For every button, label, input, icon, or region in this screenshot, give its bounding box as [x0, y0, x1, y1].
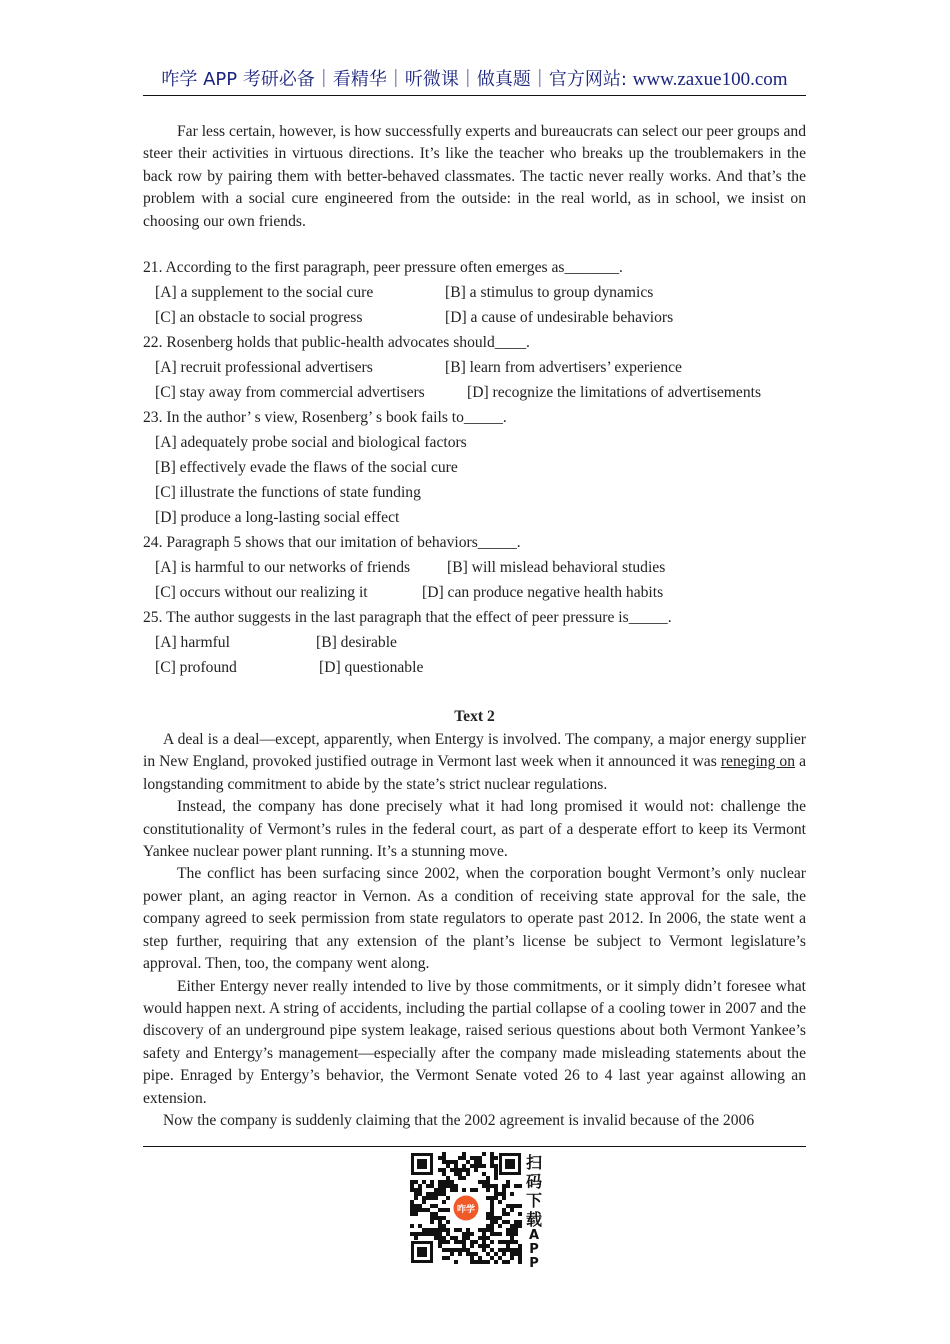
option-b: [B] learn from advertisers’ experience — [445, 359, 682, 377]
qr-logo: 咋学 — [456, 1205, 476, 1215]
page-header — [143, 66, 806, 94]
question-stem: 23. In the author’ s view, Rosenberg’ s book fails to_____. — [143, 409, 507, 427]
intro-paragraph: Far less certain, however, is how successfully experts and bureaucrats can select our peer groups and steer their activities in virtuous directions. It’s like the teacher who breaks up the troublemakers in the back row by pairing them with better-behaved classmates. The tactic never really works. And that’s the problem with a social cure engineered from the outside: in the real world, as in school, we insist on choosing our own friends. — [143, 123, 806, 230]
option-b: [B] a stimulus to group dynamics — [445, 284, 654, 302]
underlined-phrase: reneging on — [720, 753, 796, 771]
option-c: [C] an obstacle to social progress — [155, 309, 363, 327]
main-content — [143, 121, 806, 1132]
option-row — [143, 555, 806, 580]
text2-paragraph-3: The conflict has been surfacing since 2002, when the corporation bought Vermont’s only nuclear power plant, an aging reactor in Vernon. As a condition of receiving state approval for the sale, the company agreed to seek permission from state regulators to operate past 2012. In 2006, the state went a step further, requiring that any extension of the plant’s license be subject to Vermont legislature’s approval. Then, too, the company went along. — [143, 865, 806, 973]
footer-divider — [143, 1146, 806, 1147]
option-a: [A] is harmful to our networks of friends — [155, 559, 411, 577]
option-a: [A] a supplement to the social cure — [155, 284, 374, 302]
option-d: [D] questionable — [319, 659, 424, 677]
option-row — [143, 355, 806, 380]
question-23 — [143, 405, 806, 530]
question-25 — [143, 605, 806, 680]
option-row — [143, 630, 806, 655]
option-d: [D] produce a long-lasting social effect — [155, 509, 400, 527]
option-row — [143, 380, 806, 405]
question-stem: 25. The author suggests in the last paragraph that the effect of peer pressure is_____. — [143, 609, 672, 627]
question-24 — [143, 530, 806, 605]
header-text: 咋学 APP 考研必备｜看精华｜听微课｜做真题｜官方网站: — [161, 69, 633, 90]
option-row — [143, 580, 806, 605]
option-row — [143, 305, 806, 330]
text2-paragraph-5: Now the company is suddenly claiming that the 2002 agreement is invalid because of the 2006 — [163, 1111, 755, 1129]
option-c: [C] occurs without our realizing it — [155, 584, 368, 602]
option-a: [A] recruit professional advertisers — [155, 359, 373, 377]
option-c: [C] illustrate the functions of state funding — [155, 484, 421, 502]
section-title: Text 2 — [454, 708, 495, 726]
question-21 — [143, 255, 806, 330]
option-d: [D] recognize the limitations of advertisements — [467, 384, 762, 402]
option-row — [143, 655, 806, 680]
option-d: [D] can produce negative health habits — [422, 584, 664, 602]
option-a: [A] adequately probe social and biological factors — [155, 434, 467, 452]
text2-paragraph-4: Either Entergy never really intended to live by those commitments, or it simply didn’t foresee what would happen next. A string of accidents, including the partial collapse of a cooling tower in 2007 and the discovery of an underground pipe system leakage, raised serious questions about both Vermont Yankee’s safety and Entergy’s management—especially after the company made misleading statements about the pipe. Enraged by Entergy’s behavior, the Vermont Senate voted 26 to 4 last year against allowing an extension. — [143, 977, 806, 1107]
option-d: [D] a cause of undesirable behaviors — [445, 309, 674, 327]
header-divider — [143, 95, 806, 96]
option-b: [B] effectively evade the flaws of the social cure — [155, 459, 458, 477]
question-stem: 21. According to the first paragraph, peer pressure often emerges as_______. — [143, 259, 623, 277]
header-website-link[interactable]: www.zaxue100.com — [632, 69, 788, 90]
qr-caption: 扫 码 下 载 A P P — [525, 1153, 542, 1271]
question-22 — [143, 330, 806, 405]
option-b: [B] desirable — [316, 634, 397, 652]
question-stem: 24. Paragraph 5 shows that our imitation of behaviors_____. — [143, 534, 521, 552]
option-row — [143, 280, 806, 305]
text2-paragraph-1: A deal is a deal—except, apparently, when Entergy is involved. The company, a major energy supplier in New England, provoked justified outrage in Vermont last week when it announced it was reneging on a longstanding commitment to abide by the state’s strict nuclear regulations. — [143, 731, 806, 793]
option-a: [A] harmful — [155, 634, 230, 652]
question-stem: 22. Rosenberg holds that public-health advocates should____. — [143, 334, 530, 352]
option-c: [C] stay away from commercial advertisers — [155, 384, 425, 402]
option-c: [C] profound — [155, 659, 237, 677]
option-b: [B] will mislead behavioral studies — [447, 559, 666, 577]
qr-code-icon[interactable] — [409, 1151, 523, 1265]
text2-paragraph-2: Instead, the company has done precisely what it had long promised it would not: challenge the constitutionality of Vermont’s rules in the federal court, as part of a desperate effort to keep its Vermont Yankee nuclear power plant running. It’s a stunning move. — [143, 798, 806, 861]
